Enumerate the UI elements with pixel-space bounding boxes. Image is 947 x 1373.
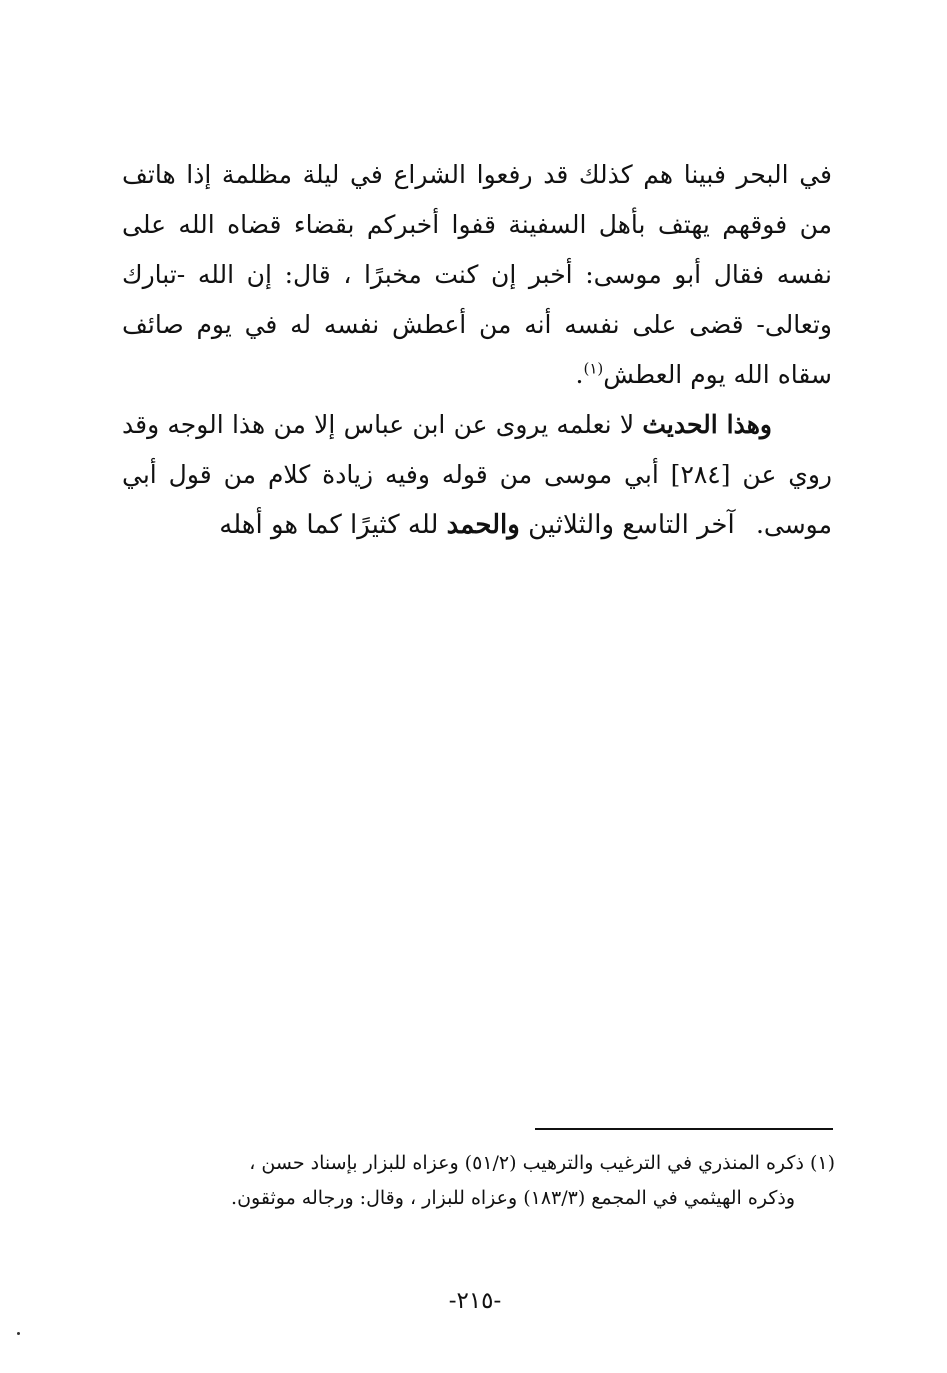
footnote-1-line-1: (١) ذكره المنذري في الترغيب والترهيب (٥١/٢) وعزاه للبزار بإسناد حسن ، [249, 1152, 835, 1174]
closing-part-1: آخر التاسع والثلاثين [528, 510, 735, 540]
paragraph-1-end: . [575, 360, 584, 389]
footnote-divider [535, 1128, 833, 1130]
paragraph-2-text: لا نعلمه يروى عن ابن عباس إلا من هذا الوجه وقد روي عن [٢٨٤] أبي موسى من قوله وفيه زيادة كلام من قول أبي موسى. [122, 410, 833, 539]
closing-part-3: لله كثيرًا كما هو أهله [219, 510, 439, 540]
scan-speck [17, 1332, 20, 1335]
main-text-block [122, 150, 832, 550]
closing-part-2: والحمد [446, 510, 520, 540]
footnote-reference-1: (١) [583, 359, 604, 378]
paragraph-2-lead: وهذا الحديث [642, 410, 772, 439]
footnotes-block [135, 1146, 835, 1216]
paragraph-1-text: في البحر فبينا هم كذلك قد رفعوا الشراع في ليلة مظلمة إذا هاتف من فوقهم يهتف بأهل السفينة قفوا أخبركم بقضاء قضاه الله على نفسه فقال أبو موسى: أخبر إن كنت مخبرًا ، قال: إن الله -تبارك وتعالى- قضى على نفسه أنه من أعطش نفسه له في يوم صائف سقاه الله يوم العطش [122, 160, 832, 389]
footnote-1-line-2: وذكره الهيثمي في المجمع (١٨٣/٣) وعزاه للبزار ، وقال: ورجاله موثقون. [231, 1187, 795, 1209]
paragraph-1 [122, 150, 832, 400]
closing-line [122, 502, 832, 548]
page-number: -٢١٥- [448, 1288, 502, 1314]
